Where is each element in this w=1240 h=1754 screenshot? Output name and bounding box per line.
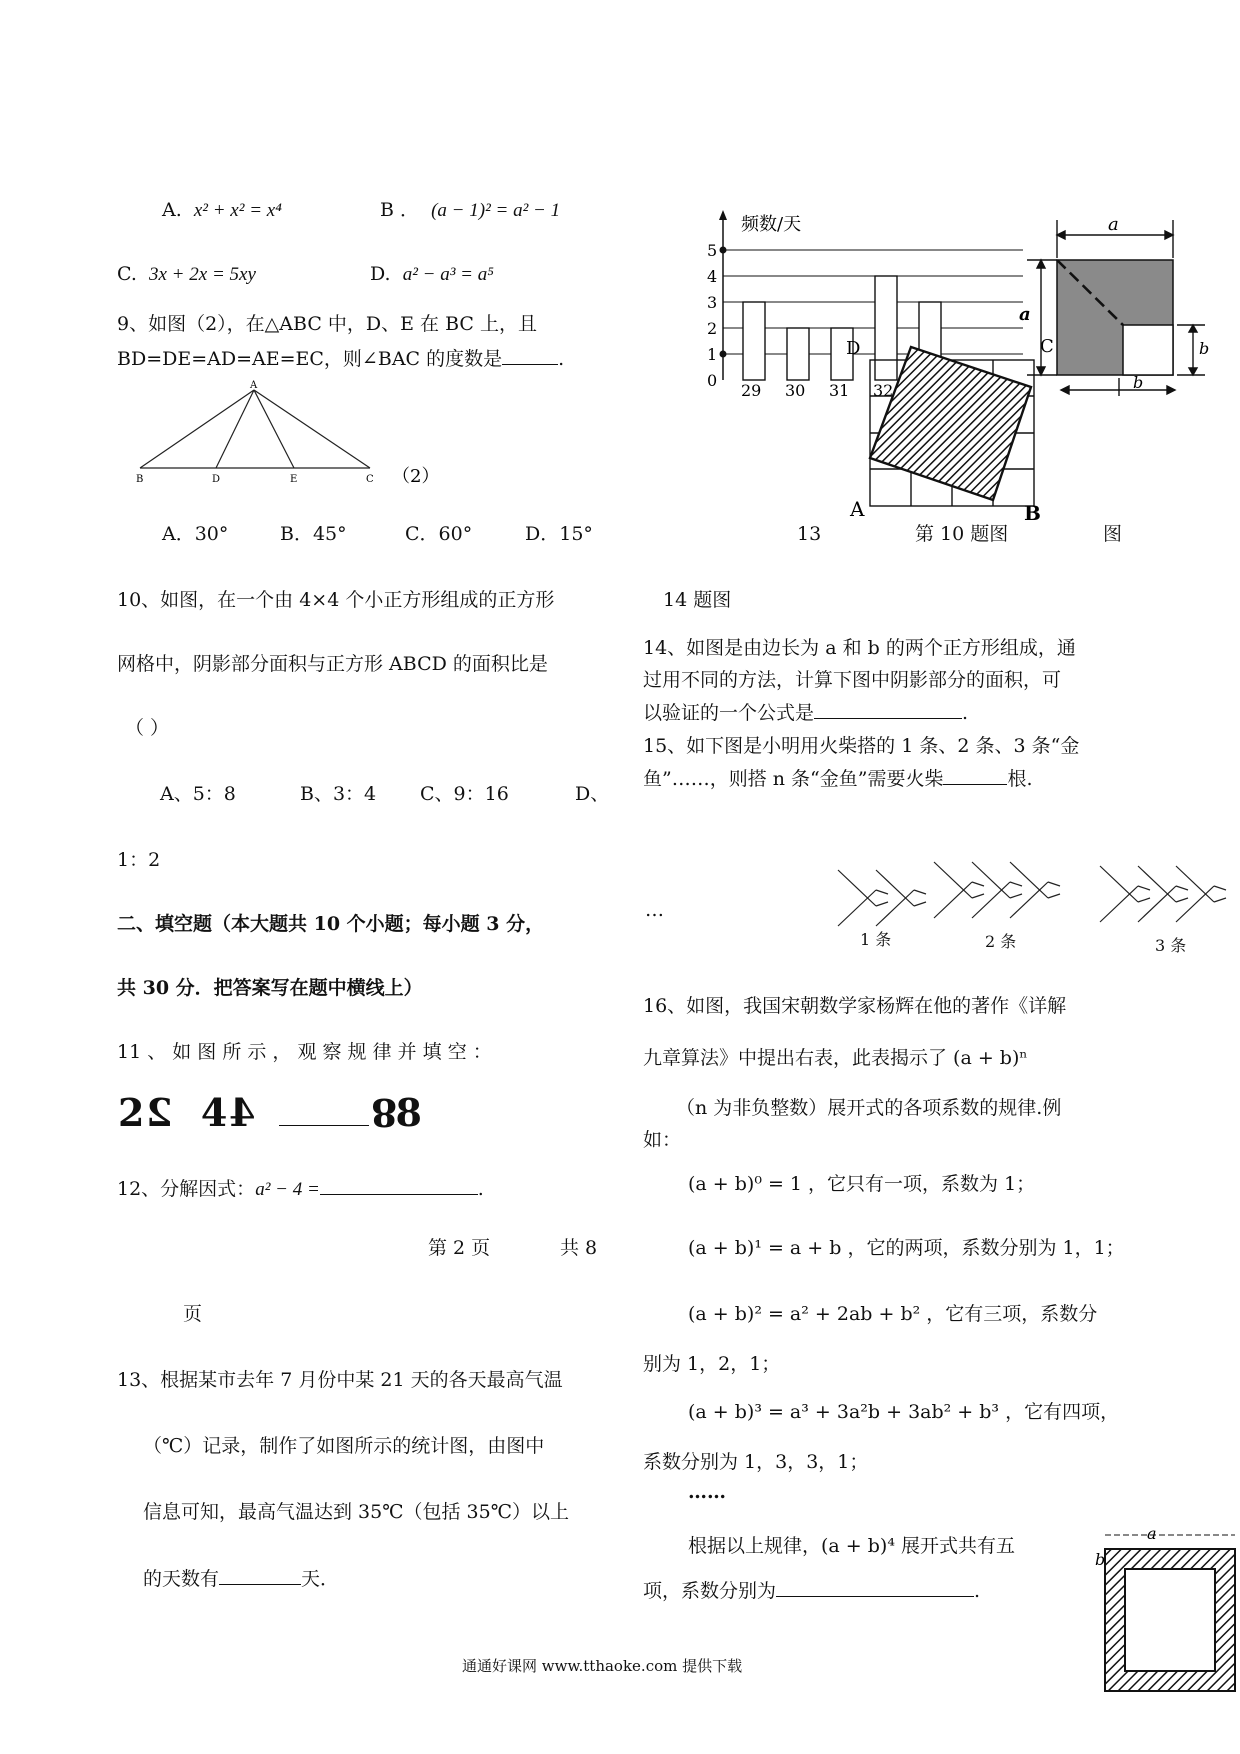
q10-label-a: A <box>850 497 865 521</box>
section2-line2: 共 30 分．把答案写在题中横线上） <box>117 977 423 999</box>
q16-dots: …… <box>688 1481 726 1503</box>
chart-axis-dot <box>720 351 727 358</box>
caption-10: 第 10 题图 <box>915 523 1009 545</box>
q9-option-c: C．60° <box>405 523 473 545</box>
page-total: 共 8 <box>560 1237 598 1259</box>
chart-x-tick: 32 <box>873 381 894 400</box>
fish-1-stick <box>838 890 876 926</box>
fish-1-stick <box>838 870 876 906</box>
q16-line4: 如： <box>643 1129 682 1151</box>
corner-label-a: a <box>1147 1524 1157 1543</box>
q15-line1: 15、如下图是小明用火柴搭的 1 条、2 条、3 条“金 <box>643 735 1080 757</box>
fish-3-stick <box>1100 866 1138 902</box>
q10-option-d-cont: 1：2 <box>117 849 161 871</box>
fish-1-stick <box>876 890 888 894</box>
q11-num-1: 2 <box>118 1090 145 1135</box>
fish-2-stick <box>1048 894 1060 898</box>
chart-bar <box>787 328 809 380</box>
q13-line1: 13、根据某市去年 7 月份中某 21 天的各天最高气温 <box>117 1369 563 1391</box>
fish-2-stick <box>1010 882 1022 886</box>
chart-y-axis-arrow <box>719 210 727 220</box>
fish-3-stick <box>1138 898 1150 902</box>
q14-line2: 过用不同的方法，计算下图中阴影部分的面积，可 <box>643 669 1062 691</box>
q9-option-b: B．45° <box>280 523 347 545</box>
caption-13: 13 <box>797 523 822 545</box>
q12-line: 12、分解因式：a² − 4 = . <box>117 1178 484 1200</box>
q10-line1: 10、如图，在一个由 4×4 个小正方形组成的正方形 <box>117 589 555 611</box>
corner-label-b: b <box>1095 1550 1106 1569</box>
q13-line4: 的天数有 天． <box>143 1568 340 1590</box>
chart-x-tick: 31 <box>829 381 850 400</box>
q14-label-a-top: a <box>1108 214 1119 235</box>
q11-num-3: 4 <box>200 1090 228 1135</box>
q9-option-d: D．15° <box>525 523 593 545</box>
q10-label-c: C <box>1040 336 1054 357</box>
q14-line1: 14、如图是由边长为 a 和 b 的两个正方形组成，通 <box>643 637 1076 659</box>
caption-14: 14 题图 <box>663 589 732 611</box>
q14-label-b-side: b <box>1199 339 1210 358</box>
fish-2-stick <box>934 882 972 918</box>
fish-3-stick <box>1214 898 1226 902</box>
q9-line1: 9、如图（2），在△ABC 中，D、E 在 BC 上，且 <box>117 313 537 335</box>
fish-3-stick <box>1176 886 1214 922</box>
chart-y-tick: 1 <box>707 345 718 364</box>
fish-2-stick <box>972 894 984 898</box>
q8-option-c: C. 3x + 2x = 5xy <box>117 263 256 285</box>
q11-num-6: 8 <box>395 1090 422 1135</box>
fish-2-stick <box>934 862 972 898</box>
fish-3-stick <box>1176 866 1214 902</box>
fish-3-stick <box>1138 886 1150 890</box>
q10-paren: （ ） <box>125 717 170 739</box>
q10-line2: 网格中，阴影部分面积与正方形 ABCD 的面积比是 <box>117 653 548 675</box>
fish-1-stick <box>914 902 926 906</box>
q11-pattern <box>118 1090 422 1140</box>
chart-bar <box>743 302 765 380</box>
q9-line2: BD=DE=AD=AE=EC，则∠BAC 的度数是 . <box>117 348 565 370</box>
q13-line3: 信息可知，最高气温达到 35℃（包括 35℃）以上 <box>143 1501 569 1523</box>
site-footer: 通通好课网 www.tthaoke.com 提供下载 <box>462 1657 743 1675</box>
chart-y-tick: 4 <box>707 267 718 286</box>
q8-option-d: D. a² − a³ = a⁵ <box>370 263 494 285</box>
q11-num-5-mirror: 8 <box>371 1090 398 1135</box>
q16-row2: (a + b)² = a² + 2ab + b² ，它有三项，系数分 <box>688 1303 1098 1325</box>
chart-y-tick: 2 <box>707 319 718 338</box>
q10-option-b: B、3：4 <box>300 783 377 805</box>
q16-ask1: 根据以上规律，(a + b)⁴ 展开式共有五 <box>688 1535 1015 1557</box>
caption-fig: 图 <box>1103 523 1123 545</box>
q16-line2: 九章算法》中提出右表，此表揭示了 (a + b)ⁿ <box>643 1047 1028 1069</box>
chart-x-tick: 30 <box>785 381 806 400</box>
q8-option-b: B ． (a − 1)² = a² − 1 <box>380 199 561 221</box>
q14-line3: 以验证的一个公式是 . <box>643 702 969 724</box>
q10-option-d: D、 <box>575 783 610 805</box>
fish-3-stick <box>1176 886 1188 890</box>
q11-num-4-mirror: 4 <box>229 1090 256 1135</box>
fish-2-stick <box>972 882 984 886</box>
q15-label-1: 1 条 <box>860 930 892 949</box>
q16-line1: 16、如图，我国宋朝数学家杨辉在他的著作《详解 <box>643 995 1067 1017</box>
fish-1-stick <box>876 890 914 926</box>
q16-row3b: 系数分别为 1，3，3，1； <box>643 1451 869 1473</box>
fish-3-stick <box>1176 898 1188 902</box>
q9-label-e: E <box>290 474 298 485</box>
q14-label-b-bottom: b <box>1133 373 1144 392</box>
fish-2-stick <box>1010 894 1022 898</box>
q16-row3: (a + b)³ = a³ + 3a²b + 3ab² + b³ ，它有四项， <box>688 1401 1120 1423</box>
fish-3-stick <box>1138 866 1176 902</box>
chart-y-tick: 3 <box>707 293 718 312</box>
q9-figure-label: （2） <box>392 466 440 487</box>
q16-ask2: 项，系数分别为 . <box>643 1580 981 1602</box>
q10-option-c: C、9：16 <box>420 783 509 805</box>
q15-label-3: 3 条 <box>1155 936 1187 955</box>
q16-line3: （n 为非负整数）展开式的各项系数的规律.例 <box>676 1097 1062 1119</box>
fish-2-stick <box>972 882 1010 918</box>
chart-axis-dot <box>720 247 727 254</box>
fish-2-stick <box>1010 862 1048 898</box>
chart-y-tick: 0 <box>707 371 718 390</box>
q13-line2: （℃）记录，制作了如图所示的统计图，由图中 <box>143 1435 545 1457</box>
q11-num-2-mirror: 2 <box>146 1090 173 1135</box>
q14-label-a-side: a <box>1019 304 1031 325</box>
q10-option-a: A、5：8 <box>160 783 236 805</box>
fish-2-stick <box>1048 882 1060 886</box>
fish-2-stick <box>1010 882 1048 918</box>
q8-option-a: A. x² + x² = x⁴ <box>162 199 282 221</box>
fish-1-stick <box>914 890 926 894</box>
fish-1-stick <box>876 870 914 906</box>
q16-row0: (a + b)⁰ = 1 ，它只有一项，系数为 1； <box>688 1173 1036 1195</box>
q9-label-b: B <box>136 474 144 485</box>
q9-label-a: A <box>250 380 258 391</box>
q15-line2: 鱼”……，则搭 n 条“金鱼”需要火柴 根. <box>643 768 1033 790</box>
q16-row2b: 别为 1，2，1； <box>643 1353 781 1375</box>
q9-label-d: D <box>212 474 221 485</box>
chart-y-tick: 5 <box>707 241 718 260</box>
section2-line1: 二、填空题（本大题共 10 个小题；每小题 3 分， <box>117 913 545 935</box>
fish-3-stick <box>1100 886 1138 922</box>
q9-option-a: A．30° <box>162 523 229 545</box>
chart-y-label: 频数/天 <box>741 214 802 235</box>
q11-line: 11 、 如 图 所 示 ， 观 察 规 律 并 填 空 ： <box>117 1041 492 1063</box>
corner-frame-figure <box>1095 1515 1237 1695</box>
q10-label-d: D <box>846 338 861 359</box>
q14-squares-figure <box>1005 210 1225 410</box>
q15-label-2: 2 条 <box>985 932 1017 951</box>
q10-label-b: B <box>1024 501 1041 525</box>
q15-ellipsis: … <box>645 899 664 921</box>
page-number: 第 2 页 <box>428 1237 491 1259</box>
q16-row1: (a + b)¹ = a + b ，它的两项，系数分别为 1，1； <box>688 1237 1125 1259</box>
fish-1-stick <box>876 902 888 906</box>
q9-triangle-figure <box>130 380 450 490</box>
chart-x-tick: 29 <box>741 381 762 400</box>
q9-label-c: C <box>366 474 374 485</box>
page-unit: 页 <box>183 1303 203 1325</box>
fish-2-stick <box>972 862 1010 898</box>
fish-3-stick <box>1138 886 1176 922</box>
fish-3-stick <box>1214 886 1226 890</box>
